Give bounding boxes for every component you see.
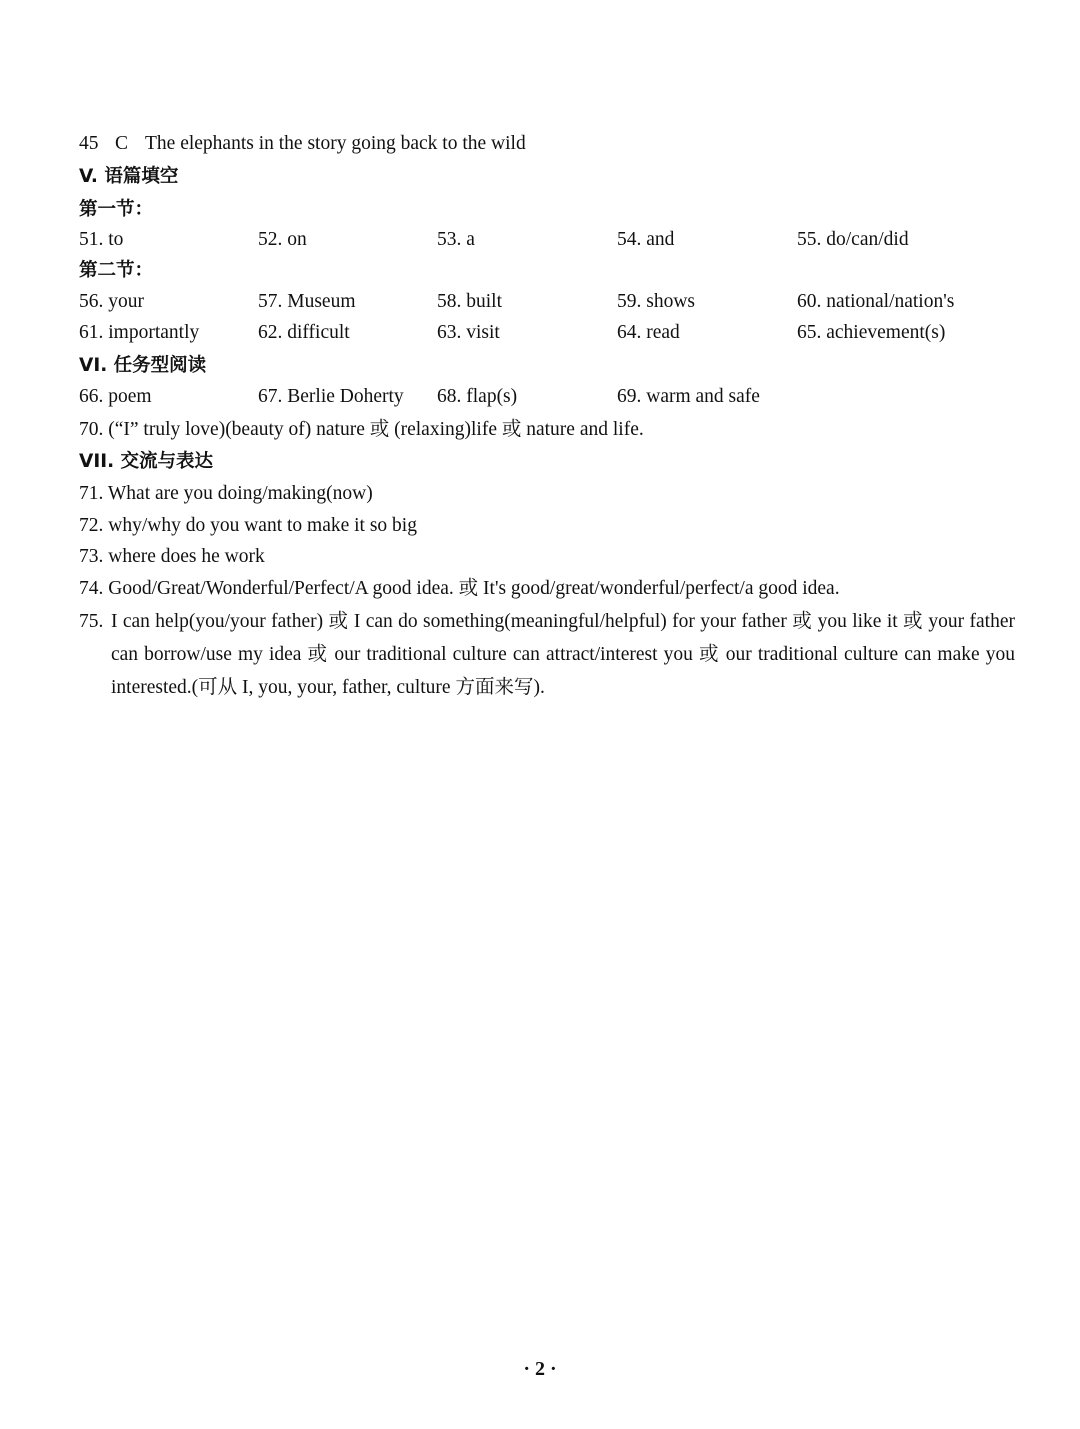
answer-58: 58. built bbox=[437, 291, 503, 312]
answer-62: 62. difficult bbox=[258, 322, 350, 343]
answer-letter: C bbox=[115, 133, 129, 154]
answers-row-61-65 bbox=[79, 321, 1039, 345]
section-7-title: VII. 交流与表达 bbox=[79, 451, 214, 472]
answer-55: 55. do/can/did bbox=[797, 229, 909, 250]
section-6-title: VI. 任务型阅读 bbox=[79, 355, 207, 376]
answer-45 bbox=[79, 132, 526, 156]
section-5-part-2-title: 第二节： bbox=[79, 260, 154, 281]
answer-51: 51. to bbox=[79, 229, 124, 250]
answer-52: 52. on bbox=[258, 229, 307, 250]
answers-row-51-55 bbox=[79, 228, 1039, 252]
answer-74: 74. Good/Great/Wonderful/Perfect/A good idea. 或 It's good/great/wonderful/perfect/a good idea. bbox=[79, 578, 840, 599]
page-number: · 2 · bbox=[523, 1358, 557, 1380]
answer-69: 69. warm and safe bbox=[617, 386, 760, 407]
answer-53: 53. a bbox=[437, 229, 475, 250]
answer-text: The elephants in the story going back to the wild bbox=[145, 133, 526, 154]
answer-68: 68. flap(s) bbox=[437, 386, 518, 407]
answer-59: 59. shows bbox=[617, 291, 696, 312]
answer-57: 57. Museum bbox=[258, 291, 356, 312]
answer-70: 70. (“I” truly love)(beauty of) nature 或 (relaxing)life 或 nature and life. bbox=[79, 419, 644, 440]
answer-61: 61. importantly bbox=[79, 322, 200, 343]
answer-72: 72. why/why do you want to make it so big bbox=[79, 515, 417, 536]
answers-row-66-69 bbox=[79, 385, 1039, 409]
section-5-title: V. 语篇填空 bbox=[79, 166, 179, 187]
section-5-part-1-title: 第一节： bbox=[79, 199, 154, 220]
answer-56: 56. your bbox=[79, 291, 144, 312]
answer-54: 54. and bbox=[617, 229, 675, 250]
answer-67: 67. Berlie Doherty bbox=[258, 386, 404, 407]
question-number: 45 bbox=[79, 133, 99, 154]
answer-73: 73. where does he work bbox=[79, 546, 265, 567]
answer-75 bbox=[79, 605, 1015, 704]
answer-60: 60. national/nation's bbox=[797, 291, 955, 312]
answers-row-56-60 bbox=[79, 290, 1039, 314]
answer-63: 63. visit bbox=[437, 322, 500, 343]
question-number: 75. bbox=[79, 611, 104, 632]
answer-75-text: I can help(you/your father) 或 I can do something(meaningful/helpful) for your father 或 you like it 或 your father can borrow/use my idea 或 our traditional culture can attract/interest you 或 our traditional culture can make you interested.(可从 I, you, your, father, culture 方面来写). bbox=[111, 611, 1015, 698]
answer-65: 65. achievement(s) bbox=[797, 322, 946, 343]
answer-64: 64. read bbox=[617, 322, 680, 343]
answer-66: 66. poem bbox=[79, 386, 152, 407]
answer-71: 71. What are you doing/making(now) bbox=[79, 483, 373, 504]
